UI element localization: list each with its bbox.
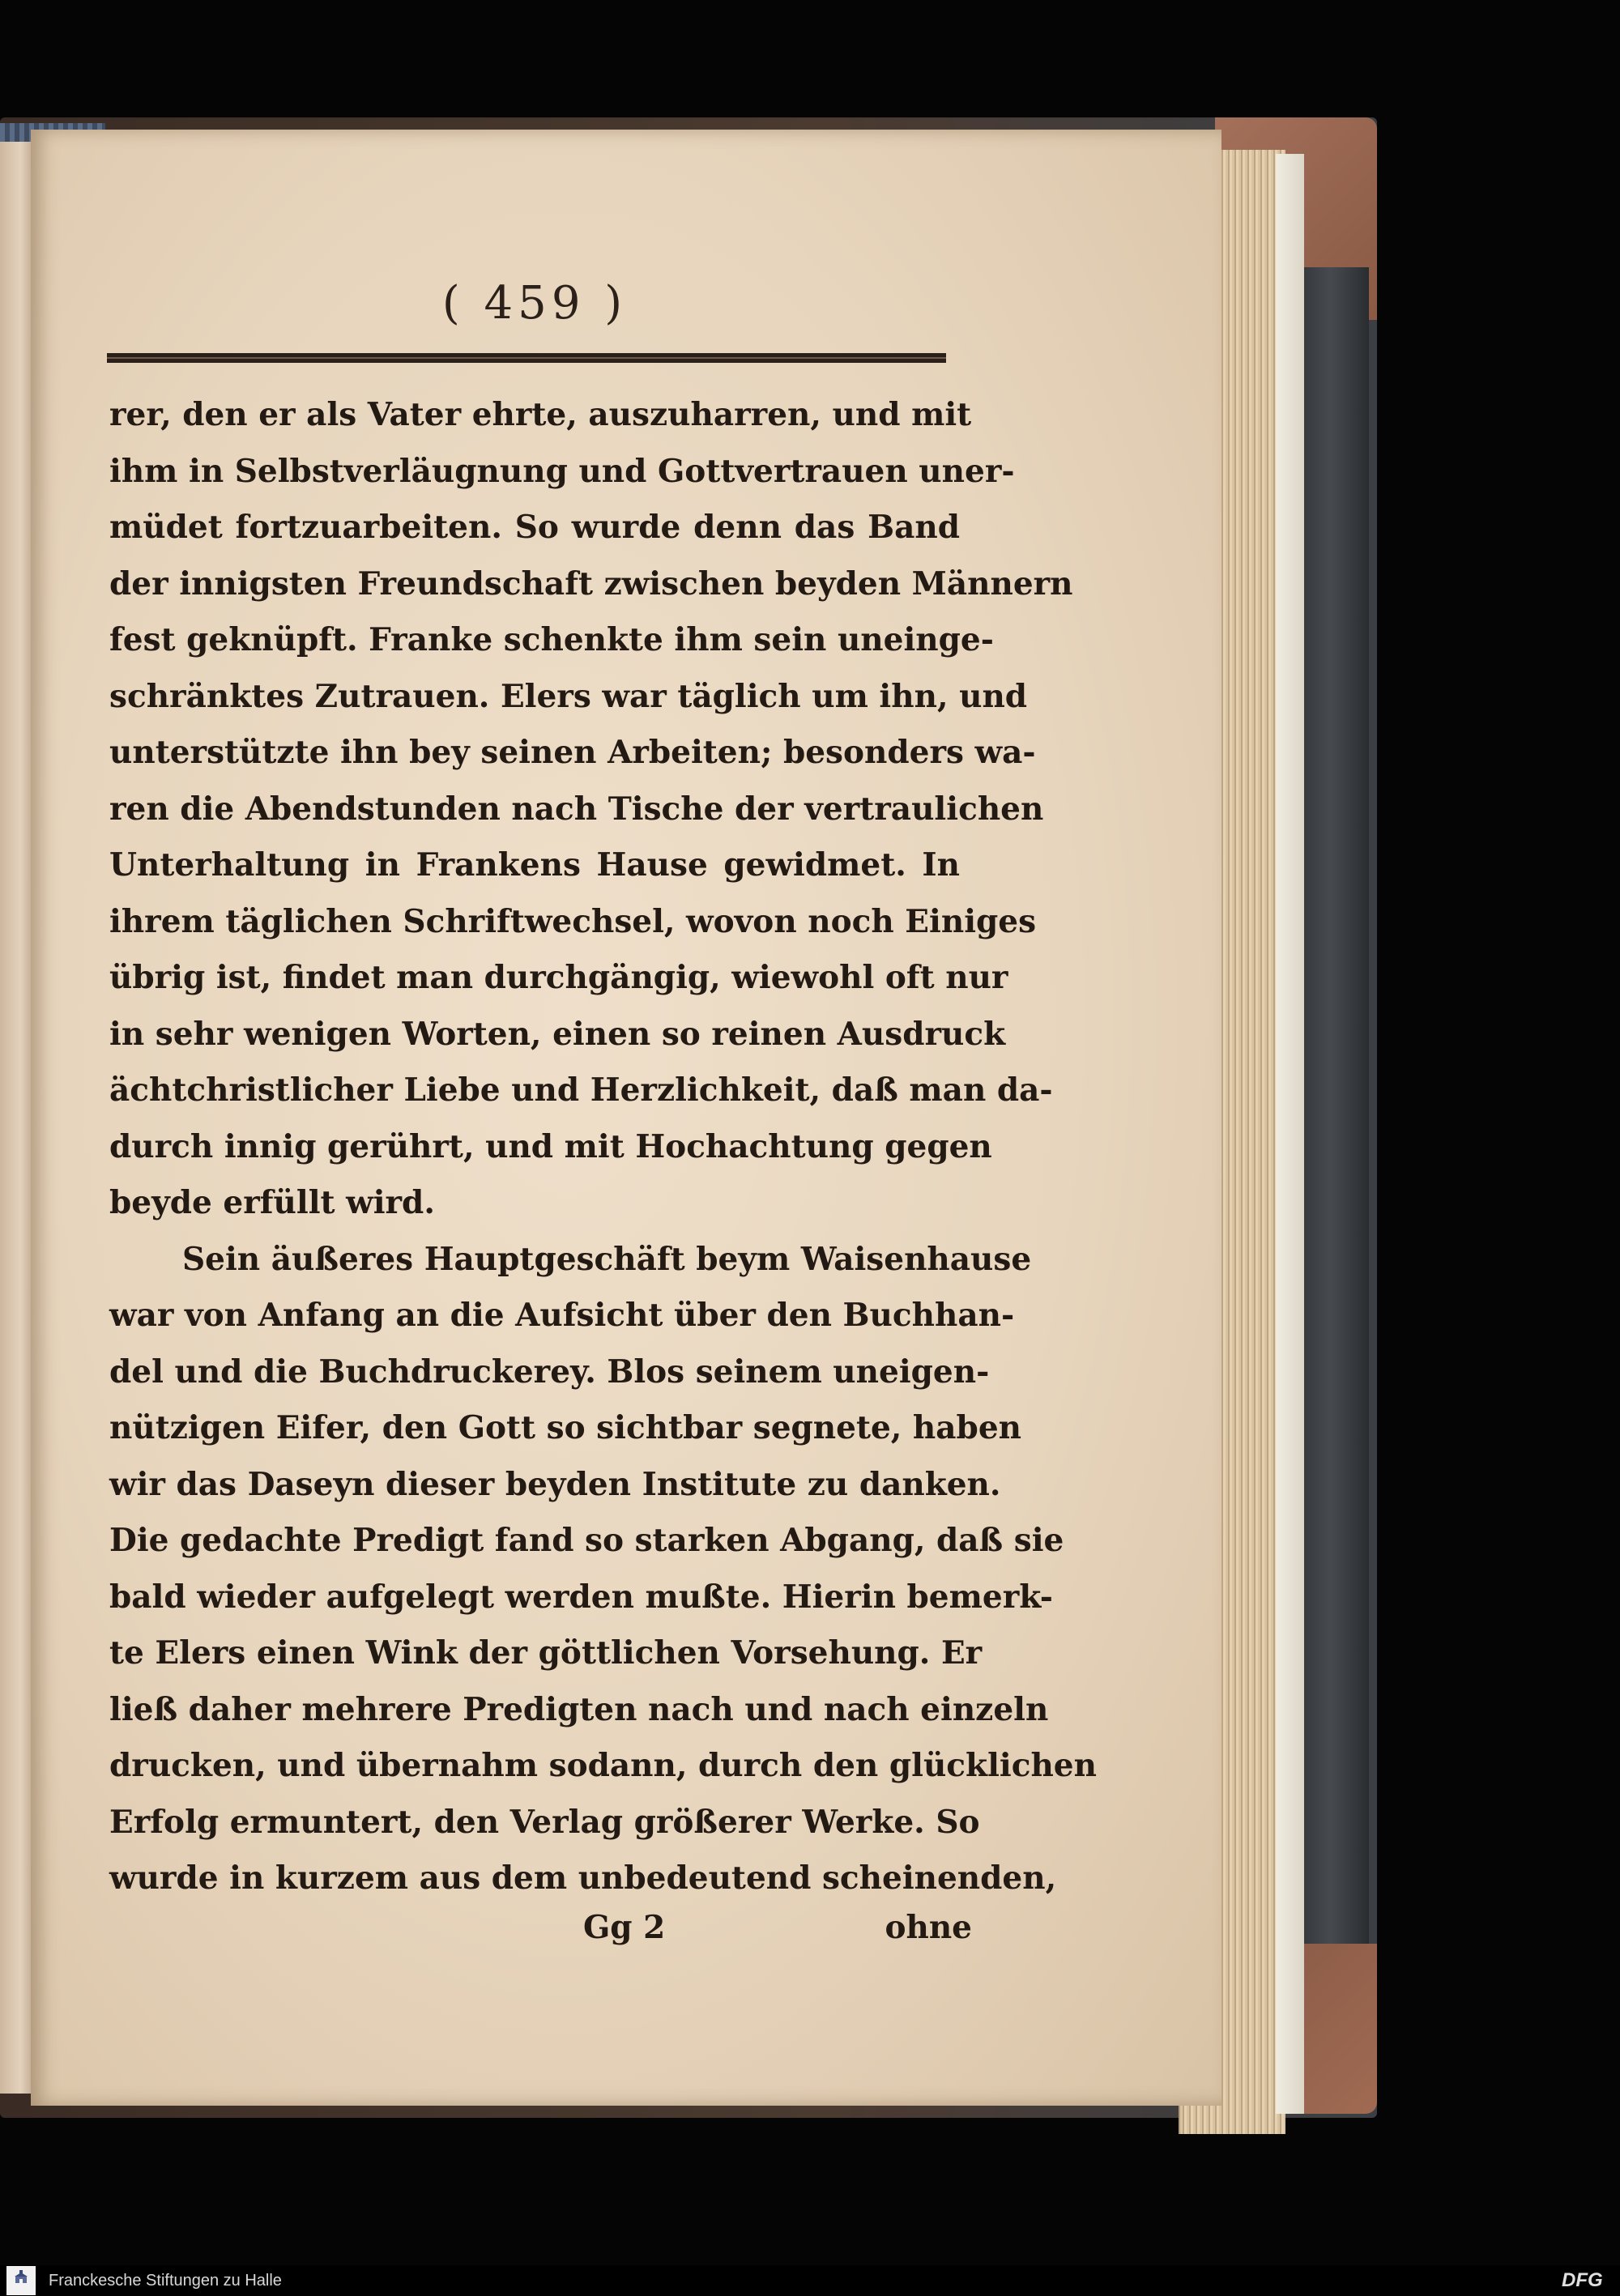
institution-name[interactable]: Franckesche Stiftungen zu Halle — [49, 2272, 282, 2290]
catchword: ohne — [885, 1909, 972, 1946]
text-line: ren die Abendstunden nach Tische der vertraulichen — [109, 790, 1044, 828]
dfg-logo[interactable]: DFG — [1562, 2269, 1603, 2291]
page-number: ( 459 ) — [441, 277, 628, 330]
text-line: übrig ist, findet man durchgängig, wiewohl oft nur — [109, 959, 1008, 996]
text-line: schränktes Zutrauen. Elers war täglich um ihn, und — [109, 677, 1028, 715]
text-line: drucken, und übernahm sodann, durch den glücklichen — [109, 1747, 1097, 1784]
text-line: rer, den er als Vater ehrte, auszuharren, und mit — [109, 396, 972, 433]
text-line: ließ daher mehrere Predigten nach und nach einzeln — [109, 1690, 1049, 1728]
franckesche-stiftungen-logo-icon — [12, 2268, 30, 2286]
text-line: Unterhaltung in Frankens Hause gewidmet. In — [109, 846, 960, 884]
paragraph-start-line: Sein äußeres Hauptgeschäft beym Waisenhause — [182, 1240, 1032, 1278]
page-edge-highlight — [1276, 154, 1304, 2114]
signature-mark: Gg 2 — [583, 1909, 666, 1946]
text-line: nützigen Eifer, den Gott so sichtbar segnete, haben — [109, 1409, 1021, 1446]
text-line: te Elers einen Wink der göttlichen Vorsehung. Er — [109, 1634, 983, 1672]
page-body-text — [109, 387, 1097, 1907]
text-line: wurde in kurzem aus dem unbedeutend scheinenden, — [109, 1859, 1057, 1897]
text-line: der innigsten Freundschaft zwischen beyden Männern — [109, 564, 1073, 603]
text-line: fest geknüpft. Franke schenkte ihm sein uneinge- — [109, 621, 994, 658]
page-footer — [583, 1899, 972, 1956]
text-line: del und die Buchdruckerey. Blos seinem uneigen- — [109, 1352, 990, 1391]
text-line: Die gedachte Predigt fand so starken Abgang, daß sie — [109, 1522, 1064, 1559]
text-line: ächtchristlicher Liebe und Herzlichkeit, daß man da- — [109, 1071, 1053, 1109]
text-line: durch innig gerührt, und mit Hochachtung gegen — [109, 1127, 992, 1165]
facing-page-edge — [0, 142, 34, 2094]
paragraph-end-line: beyde erfüllt wird. — [109, 1184, 435, 1221]
text-line: war von Anfang an die Aufsicht über den Buchhan- — [109, 1297, 1015, 1334]
text-line: wir das Daseyn dieser beyden Institute zu danken. — [109, 1465, 1001, 1503]
text-line: müdet fortzuarbeiten. So wurde denn das Band — [109, 509, 960, 546]
text-line: unterstützte ihn bey seinen Arbeiten; besonders wa- — [109, 734, 1036, 771]
header-rule-inner — [107, 357, 946, 359]
text-line: bald wieder aufgelegt werden mußte. Hierin bemerk- — [109, 1578, 1053, 1616]
text-line: ihm in Selbstverläugnung und Gottvertrauen uner- — [109, 452, 1015, 490]
text-line: Erfolg ermuntert, den Verlag größerer Werke. So — [109, 1803, 980, 1841]
text-line: ihrem täglichen Schriftwechsel, wovon noch Einiges — [109, 902, 1037, 940]
text-line: in sehr wenigen Worten, einen so reinen Ausdruck — [109, 1015, 1006, 1053]
